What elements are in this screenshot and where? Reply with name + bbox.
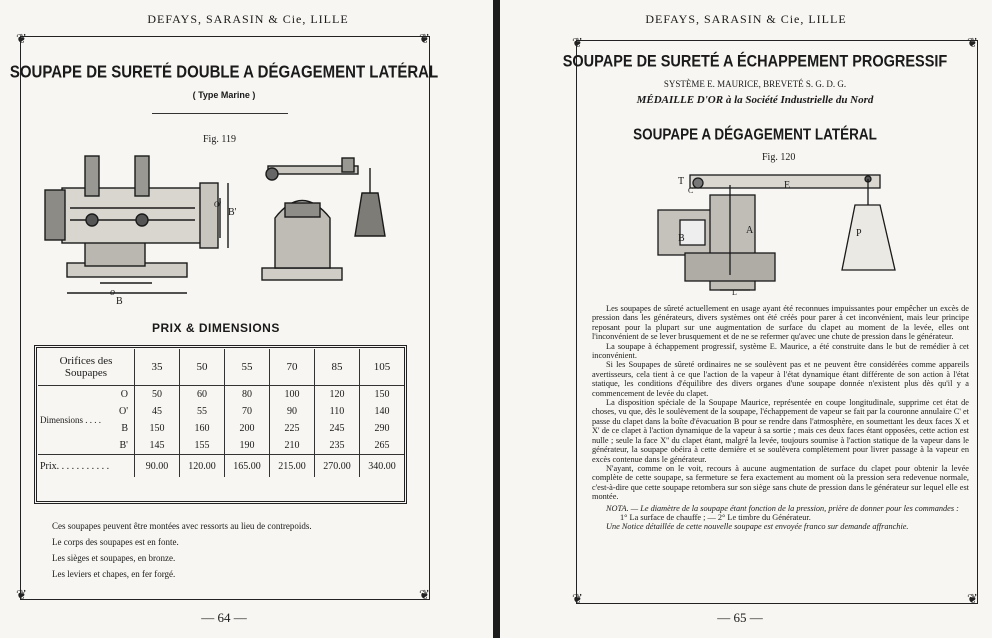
table-cell: 265: [360, 437, 405, 455]
table-cell: 50: [135, 386, 180, 404]
note-line: Les sièges et soupapes, en bronze.: [52, 553, 176, 563]
price-row: [38, 455, 404, 478]
running-head: DEFAYS, SARASIN & Cie, LILLE: [147, 12, 349, 26]
table-cell: 290: [360, 420, 405, 437]
section-title: SOUPAPE A DÉGAGEMENT LATÉRAL: [633, 125, 877, 144]
body-text: [592, 304, 969, 532]
column-header: 105: [360, 349, 405, 386]
running-head: DEFAYS, SARASIN & Cie, LILLE: [645, 12, 847, 26]
table-cell: 120: [315, 386, 360, 404]
table-cell: 70: [225, 403, 270, 420]
divider: [152, 113, 288, 114]
table-cell: 235: [315, 437, 360, 455]
subtitle: ( Type Marine ): [192, 90, 256, 100]
section-heading: PRIX & DIMENSIONS: [152, 321, 280, 335]
paragraph: N'ayant, comme on le voit, recours à aucune augmentation de surface du clapet pour obtenir la levée complète de cette soupape, sa fermeture se fera exactement au moment où la pression sera redevenue normale, c'est-à-dire que cette soupape retombera sur son siège sans chute de pression dans le générateur sur lequel elle est montée.: [592, 463, 969, 502]
table-cell: 245: [315, 420, 360, 437]
system-line: SYSTÈME E. MAURICE, BREVETÉ S. G. D. G.: [663, 79, 847, 89]
corner-ornament-icon: ❦: [16, 31, 27, 46]
table-cell: 155: [180, 437, 225, 455]
dim-o-prime-label: O': [214, 200, 222, 209]
page-number: — 65 —: [717, 610, 763, 625]
note-line: Ces soupapes peuvent être montées avec ressorts au lieu de contrepoids.: [52, 521, 312, 531]
page-title: SOUPAPE DE SURETÉ DOUBLE A DÉGAGEMENT LATÉRAL: [9, 62, 439, 83]
column-header: 85: [315, 349, 360, 386]
figure-label: Fig. 119: [203, 134, 236, 145]
nota-text: Le diamètre de la soupape étant fonction de la pression, prière de donner pour les commandes :: [640, 503, 959, 513]
figure-label: Fig. 120: [762, 152, 796, 163]
column-header: 50: [180, 349, 225, 386]
row-key: O': [112, 403, 134, 420]
column-header: 70: [270, 349, 315, 386]
corner-ornament-icon: ❦: [572, 35, 583, 50]
row-key: O: [112, 386, 134, 404]
figure-letter-l: L: [732, 288, 737, 297]
corner-ornament-icon: ❦: [419, 31, 430, 46]
table-cell: 190: [225, 437, 270, 455]
column-header: 35: [135, 349, 180, 386]
row-key: B': [112, 437, 134, 455]
corner-ornament-icon: ❦: [16, 587, 27, 602]
table-cell: 150: [360, 386, 405, 404]
paragraph: La soupape à échappement progressif, système E. Maurice, a été construite dans le but de remédier à cet inconvénient.: [592, 341, 969, 361]
price-table: [38, 349, 404, 477]
right-page: [500, 0, 992, 638]
page-number: — 64 —: [201, 610, 247, 625]
nota-items: 1° La surface de chauffe ; — 2° Le timbre du Générateur.: [620, 512, 811, 522]
paragraph: Si les Soupapes de sûreté ordinaires ne se soulèvent pas et ne peuvent être considérées comme appareils avertisseurs, cela tient à ce que l'action de la vapeur à l'état dynamique étant différente de son action à l'état statique, les conditions d'équilibre des divers organes d'une soupape donnée n'existent plus dès qu'il y a commencement de levée du clapet.: [592, 360, 969, 398]
dim-b-label: B: [116, 296, 123, 307]
note-line: Le corps des soupapes est en fonte.: [52, 537, 179, 547]
orifices-header: Orifices des Soupapes: [38, 349, 135, 386]
table-cell: 90: [270, 403, 315, 420]
price-cell: 90.00: [135, 455, 180, 478]
notes: [52, 518, 312, 582]
price-cell: 340.00: [360, 455, 405, 478]
price-label: Prix. . . . . . . . . . .: [38, 455, 135, 478]
corner-ornament-icon: ❦: [967, 591, 978, 606]
figure-letter-b: B: [678, 233, 685, 244]
notice: Une Notice détaillée de cette nouvelle soupape est envoyée franco sur demande affranchie.: [606, 522, 909, 532]
page-title: SOUPAPE DE SURETÉ A ÉCHAPPEMENT PROGRESSIF: [562, 52, 948, 72]
table-row: [38, 386, 404, 404]
table-cell: 160: [180, 420, 225, 437]
row-key: B: [112, 420, 134, 437]
table-cell: 210: [270, 437, 315, 455]
table-cell: 225: [270, 420, 315, 437]
figure-letter-c: C: [688, 186, 694, 195]
table-header-row: [38, 349, 404, 386]
nota: [592, 504, 969, 513]
figure-letter-a: A: [746, 225, 754, 236]
medal-line: MÉDAILLE D'OR à la Société Industrielle du Nord: [636, 94, 874, 106]
figure-letter-p: P: [856, 228, 862, 239]
table-cell: 140: [360, 403, 405, 420]
page-frame: [20, 36, 430, 600]
corner-ornament-icon: ❦: [419, 587, 430, 602]
corner-ornament-icon: ❦: [572, 591, 583, 606]
table-cell: 60: [180, 386, 225, 404]
dim-o-label: o: [110, 287, 115, 298]
table-cell: 150: [135, 420, 180, 437]
table-cell: 200: [225, 420, 270, 437]
price-cell: 270.00: [315, 455, 360, 478]
nota-label: NOTA. —: [606, 503, 639, 513]
price-cell: 215.00: [270, 455, 315, 478]
figure-letter-e: E: [784, 180, 791, 191]
table-cell: 55: [180, 403, 225, 420]
dimensions-label: Dimensions . . . .: [40, 415, 102, 425]
table-cell: 110: [315, 403, 360, 420]
table-cell: 100: [270, 386, 315, 404]
paragraph: Les soupapes de sûreté actuellement en usage ayant été reconnues impuissantes pour empêcher un excès de pression dans les générateurs, divers systèmes ont été créés pour parer à cet inconvénient, mais leur principe reposant pour la plupart sur une augmentation de surface du clapet au moment de la levée, elles ont l'inconvénient de se lever brusquement et de ne se refermer qu'avec une chute de pression dans le générateur.: [592, 304, 969, 342]
dim-b-prime-label: B': [228, 207, 237, 218]
table-cell: 45: [135, 403, 180, 420]
valve-engraving: [40, 148, 410, 308]
corner-ornament-icon: ❦: [967, 35, 978, 50]
table-cell: 80: [225, 386, 270, 404]
paragraph: La disposition spéciale de la Soupape Maurice, représentée en coupe longitudinale, supprime cet état de choses, vu que, dès le soulèvement de la soupape, l'échappement de vapeur se fait par la couronne annulaire C' et passe du clapet dans la boîte d'évacuation B pour se rendre dans l'atmosphère, en soumettant les deux faces X et X' de ce clapet à l'action dynamique de la vapeur à sa sortie ; mais ces deux faces étant opposées, cette action est nulle ; seule la face X'' du clapet étant, malgré la levée, toujours soumise à l'action statique de la vapeur dans le générateur, la soupape obéira à cette dernière et se soulèvera complètement pour livrer passage à la vapeur en excès contenue dans le générateur.: [592, 398, 969, 464]
table-cell: 145: [135, 437, 180, 455]
price-cell: 120.00: [180, 455, 225, 478]
figure-letter-t: T: [678, 176, 685, 187]
price-cell: 165.00: [225, 455, 270, 478]
note-line: Les leviers et chapes, en fer forgé.: [52, 569, 176, 579]
column-header: 55: [225, 349, 270, 386]
